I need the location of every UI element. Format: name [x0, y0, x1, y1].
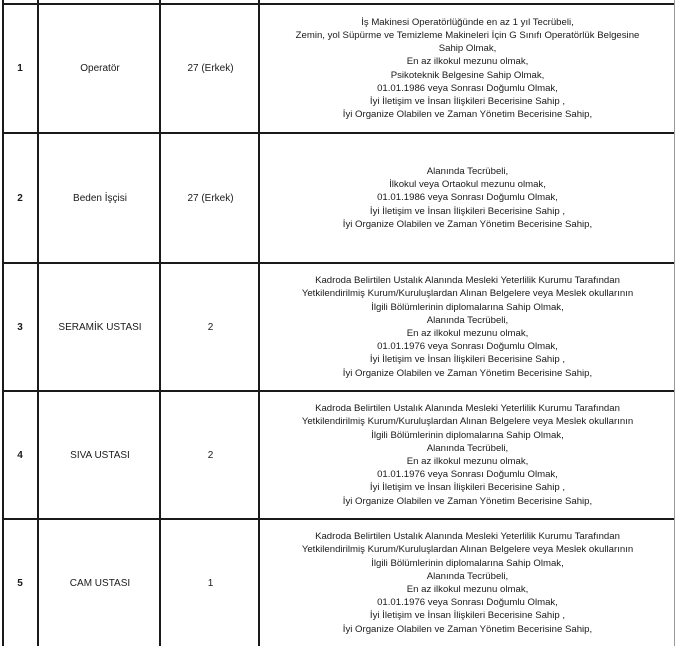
requirement-line: İyi Organize Olabilen ve Zaman Yönetim Becerisine Sahip, [342, 623, 593, 635]
row-number: 3 [17, 321, 23, 333]
requirements-cell [261, 392, 674, 518]
requirement-line: En az ilkokul mezunu olmak, [406, 456, 529, 467]
position-title: SIVA USTASI [70, 449, 130, 461]
requirement-line: Yetkilendirilmiş Kurum/Kuruluşlardan Alınan Belgelere veya Meslek okullarının [301, 416, 634, 428]
position-count: 2 [207, 449, 214, 461]
requirement-line: En az ilkokul mezunu olmak, [406, 584, 529, 595]
table-row [0, 134, 676, 262]
requirement-line: 01.01.1986 veya Sonrası Doğumlu Olmak, [377, 82, 558, 94]
requirements-cell [261, 520, 674, 646]
requirement-line: Kadroda Belirtilen Ustalık Alanında Mesleki Yeterlilik Kurumu Tarafından [315, 531, 620, 543]
requirement-line: 01.01.1976 veya Sonrası Doğumlu Olmak, [377, 341, 558, 353]
requirement-line: En az ilkokul mezunu olmak, [406, 328, 529, 339]
requirement-line: En az ilkokul mezunu olmak, [406, 56, 529, 68]
requirement-line: 01.01.1976 veya Sonrası Doğumlu Olmak, [377, 597, 558, 609]
requirement-line: Kadroda Belirtilen Ustalık Alanında Mesleki Yeterlilik Kurumu Tarafından [315, 275, 620, 287]
requirement-line: Alanında Tecrübeli, [426, 165, 509, 177]
requirement-line: İyi Organize Olabilen ve Zaman Yönetim Becerisine Sahip, [342, 495, 593, 507]
position-title: Operatör [80, 63, 120, 74]
position-count: 1 [207, 577, 214, 589]
requirement-line: İlgili Bölümlerinin diplomalarına Sahip Olmak, [371, 429, 564, 441]
row-number: 4 [17, 449, 23, 461]
requirements-cell [261, 134, 674, 262]
table-row [0, 5, 676, 132]
requirement-line: Kadroda Belirtilen Ustalık Alanında Mesleki Yeterlilik Kurumu Tarafından [315, 403, 620, 415]
requirement-line: İlgili Bölümlerinin diplomalarına Sahip Olmak, [371, 301, 564, 313]
table-row [0, 392, 676, 518]
position-title: Beden İşçisi [73, 192, 127, 204]
row-number: 1 [17, 63, 23, 74]
position-count: 27 (Erkek) [187, 63, 234, 74]
row-number: 2 [17, 192, 23, 204]
requirement-line: Yetkilendirilmiş Kurum/Kuruluşlardan Alınan Belgelere veya Meslek okullarının [301, 288, 634, 300]
position-count: 27 (Erkek) [187, 192, 234, 204]
requirement-line: İyi Organize Olabilen ve Zaman Yönetim Becerisine Sahip, [342, 367, 593, 379]
requirement-line: İyi İletişim ve İnsan İlişkileri Becerisine Sahip , [369, 205, 566, 217]
position-title: SERAMİK USTASI [58, 321, 142, 333]
position-title: CAM USTASI [69, 577, 131, 589]
requirement-line: İyi Organize Olabilen ve Zaman Yönetim Becerisine Sahip, [342, 218, 593, 230]
requirement-line: Yetkilendirilmiş Kurum/Kuruluşlardan Alınan Belgelere veya Meslek okullarının [301, 544, 634, 556]
requirement-line: İyi İletişim ve İnsan İlişkileri Becerisine Sahip , [369, 610, 566, 622]
position-count: 2 [207, 321, 214, 333]
requirement-line: Alanında Tecrübeli, [426, 314, 509, 326]
requirement-line: İyi Organize Olabilen ve Zaman Yönetim Becerisine Sahip, [342, 109, 593, 121]
requirement-line: İyi İletişim ve İnsan İlişkileri Becerisine Sahip , [369, 95, 566, 107]
requirement-line: Sahip Olmak, [438, 43, 497, 55]
requirements-cell [261, 5, 674, 132]
requirement-line: Alanında Tecrübeli, [426, 442, 509, 454]
requirement-line: 01.01.1976 veya Sonrası Doğumlu Olmak, [377, 469, 558, 481]
requirement-line: İş Makinesi Operatörlüğünde en az 1 yıl Tecrübeli, [361, 16, 574, 28]
row-number: 5 [17, 577, 23, 589]
requirement-line: Alanında Tecrübeli, [426, 570, 509, 582]
requirement-line: İyi İletişim ve İnsan İlişkileri Becerisine Sahip , [369, 482, 566, 494]
requirements-cell [261, 264, 674, 390]
requirement-line: İlkokul veya Ortaokul mezunu olmak, [389, 179, 546, 191]
requirement-line: İyi İletişim ve İnsan İlişkileri Becerisine Sahip , [369, 354, 566, 366]
requirement-line: İlgili Bölümlerinin diplomalarına Sahip Olmak, [371, 557, 564, 569]
requirement-line: Zemin, yol Süpürme ve Temizleme Makineleri İçin G Sınıfı Operatörlük Belgesine [295, 29, 640, 41]
table-row [0, 264, 676, 390]
requirement-line: Psikoteknik Belgesine Sahip Olmak, [390, 69, 545, 81]
table-row [0, 520, 676, 646]
requirement-line: 01.01.1986 veya Sonrası Doğumlu Olmak, [377, 192, 558, 204]
